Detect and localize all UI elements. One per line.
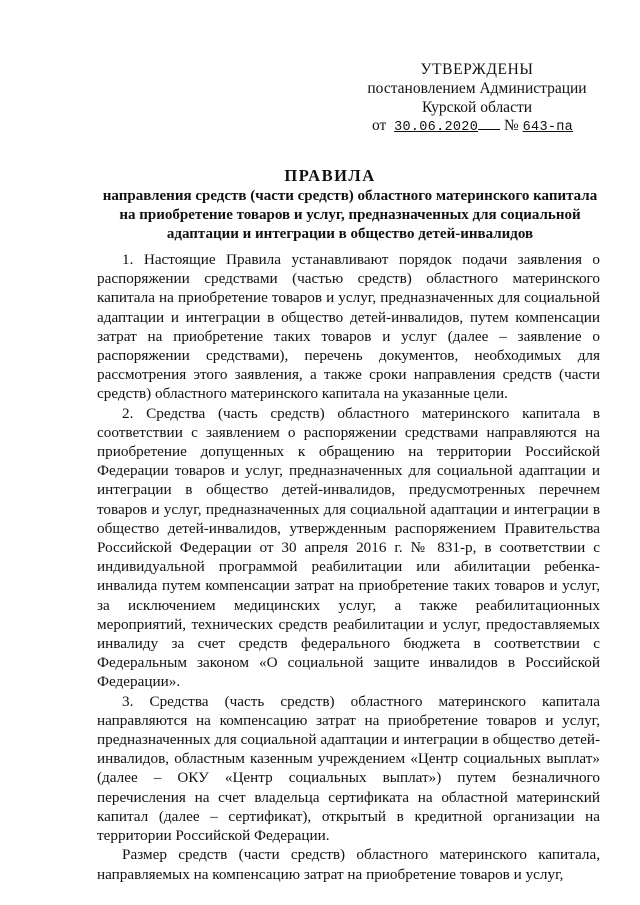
document-title: ПРАВИЛА xyxy=(284,166,376,185)
approval-date: 30.06.2020 xyxy=(394,120,479,135)
approval-number: 643-па xyxy=(522,120,574,135)
document-subtitle: направления средств (части средств) областного материнского капитала на приобретение товаров и услуг, предназначенных для социальной адаптации и интеграции в общество детей-инвалидов xyxy=(102,188,598,242)
paragraph-3: 3. Средства (часть средств) областного материнского капитала направляются на компенсацию затрат на приобретение товаров и услуг, предназначенных для социальной адаптации и интеграции в общество детей-инвалидов, областным казенным учреждением «Центр социальных выплат» (далее – ОКУ «Центр социальных выплат») путем безналичного перечисления на счет владельца сертификата на областной материнский капитал (далее – сертификат), открытый в кредитной организации на территории Российской Федерации. xyxy=(97,692,600,845)
document-body xyxy=(97,250,600,884)
date-prefix: от xyxy=(372,117,387,134)
date-underline xyxy=(478,117,500,130)
paragraph-4: Размер средств (части средств) областного материнского капитала, направляемых на компенсацию затрат на приобретение товаров и услуг, xyxy=(97,846,600,883)
paragraph-2: 2. Средства (часть средств) областного материнского капитала в соответствии с заявлением о распоряжении средствами направляются на приобретение допущенных к обращению на территории Российской Федерации товаров и услуг, предназначенных для социальной адаптации и интеграции в общество детей-инвалидов, предусмотренных перечнем товаров и услуг, предназначенных для социальной адаптации и интеграции в общество детей-инвалидов, утвержденным распоряжением Правительства Российской Федерации от 30 апреля 2016 г. № 831-р, в соответствии с индивидуальной программой реабилитации или абилитации ребенка-инвалида путем компенсации затрат на приобретение таких товаров и услуг, за исключением медицинских услуг, а также реабилитационных мероприятий, технических средств реабилитации и услуг, предоставляемых инвалиду за счет средств федерального бюджета в соответствии с Федеральным законом «О социальной защите инвалидов в Российской Федерации». xyxy=(97,404,600,691)
approval-date-line xyxy=(372,116,573,137)
approval-title: УТВЕРЖДЕНЫ xyxy=(420,61,534,78)
approval-region: Курской области xyxy=(421,99,533,116)
paragraph-1: 1. Настоящие Правила устанавливают порядок подачи заявления о распоряжении средствами (частью средств) областного материнского капитала на приобретение товаров и услуг, предназначенных для социальной адаптации и интеграции в общество детей-инвалидов, путем компенсации затрат на приобретение таких товаров и услуг (далее – заявление о распоряжении средствами), перечень документов, необходимых для рассмотрения этого заявления, а также сроки направления средств (части средств) областного материнского капитала на указанные цели. xyxy=(97,251,600,403)
number-prefix: № xyxy=(503,117,519,134)
approval-block xyxy=(352,60,602,117)
approval-authority: постановлением Администрации xyxy=(367,80,587,97)
